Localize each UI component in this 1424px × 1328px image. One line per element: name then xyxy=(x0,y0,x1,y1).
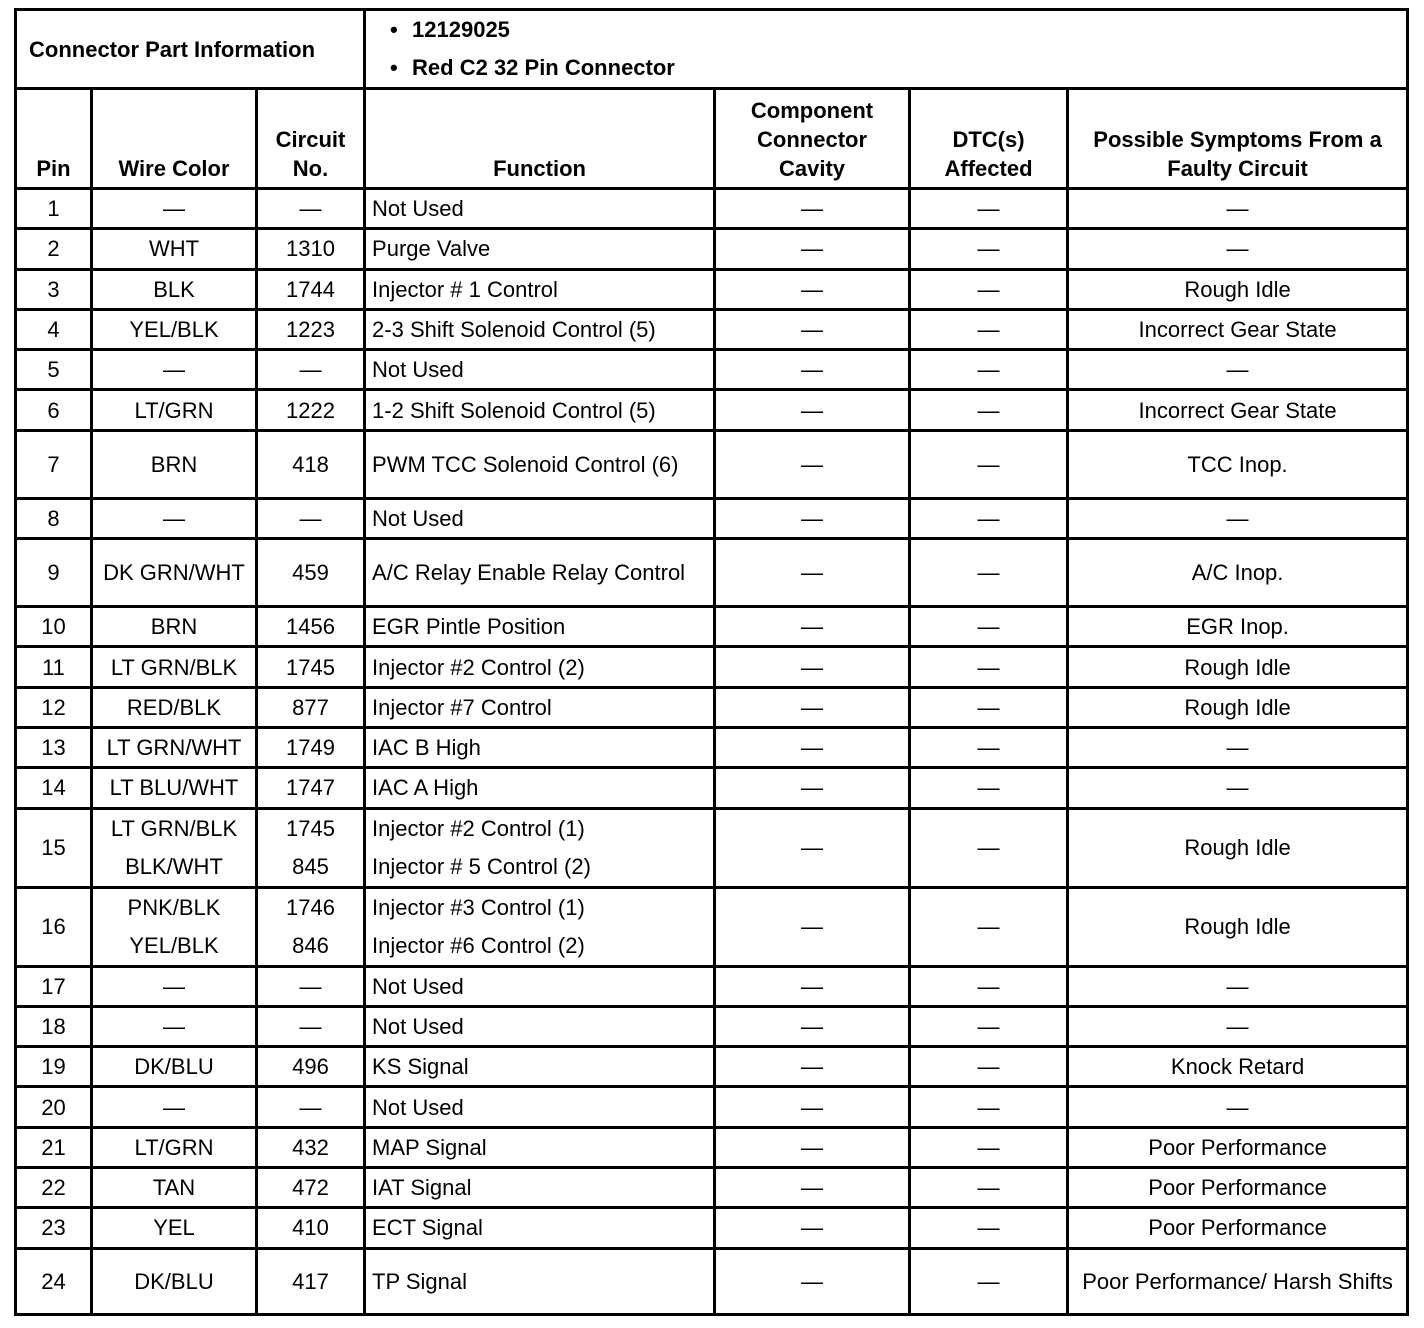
function-cell xyxy=(365,390,715,430)
wire-color-cell-line: TAN xyxy=(152,1175,196,1201)
cavity-cell: — xyxy=(715,390,910,430)
wire-color-cell-line: BRN xyxy=(150,614,198,640)
circuit-cell xyxy=(257,1006,365,1046)
table-row xyxy=(16,309,1408,349)
table-row xyxy=(16,607,1408,647)
wire-color-cell xyxy=(92,1168,257,1208)
table-row xyxy=(16,808,1408,887)
dtc-cell: — xyxy=(910,687,1068,727)
wire-color-cell xyxy=(92,768,257,808)
symptom-cell: — xyxy=(1068,727,1408,767)
connector-table xyxy=(14,8,1409,1316)
wire-color-cell-line: YEL/BLK xyxy=(129,317,219,343)
wire-color-cell-line: BRN xyxy=(150,451,198,477)
connector-info-row xyxy=(16,10,1408,89)
cavity-cell: — xyxy=(715,607,910,647)
wire-color-cell-line: — xyxy=(163,505,185,531)
dtc-cell: — xyxy=(910,1248,1068,1314)
function-cell-line: Injector #2 Control (2) xyxy=(372,654,585,680)
function-cell-line: IAC A High xyxy=(372,775,479,801)
cavity-cell: — xyxy=(715,808,910,887)
wire-color-cell xyxy=(92,1127,257,1167)
circuit-cell xyxy=(257,1087,365,1127)
symptom-cell: Incorrect Gear State xyxy=(1068,390,1408,430)
circuit-cell xyxy=(257,539,365,607)
function-cell xyxy=(365,687,715,727)
pin-cell: 20 xyxy=(16,1087,92,1127)
pin-cell: 16 xyxy=(16,887,92,966)
wire-color-cell xyxy=(92,1006,257,1046)
table-row xyxy=(16,1006,1408,1046)
wire-color-cell xyxy=(92,966,257,1006)
symptom-cell: Rough Idle xyxy=(1068,687,1408,727)
function-cell xyxy=(365,430,715,498)
wire-color-cell-line: WHT xyxy=(148,236,200,262)
wire-color-cell-line: LT BLU/WHT xyxy=(109,775,239,801)
circuit-cell-line: — xyxy=(299,973,322,999)
pin-cell: 22 xyxy=(16,1168,92,1208)
pin-cell: 4 xyxy=(16,309,92,349)
table-row xyxy=(16,1208,1408,1248)
symptom-cell: Poor Performance/ Harsh Shifts xyxy=(1068,1248,1408,1314)
cavity-cell: — xyxy=(715,189,910,229)
circuit-cell xyxy=(257,269,365,309)
circuit-cell-line: 432 xyxy=(292,1134,329,1160)
cavity-cell: — xyxy=(715,269,910,309)
table-body xyxy=(16,189,1408,1315)
cavity-cell: — xyxy=(715,1168,910,1208)
dtc-cell: — xyxy=(910,229,1068,269)
header-wire-color: Wire Color xyxy=(92,89,257,189)
function-cell xyxy=(365,539,715,607)
function-cell-line: Injector #3 Control (1) xyxy=(372,894,585,920)
wire-color-cell xyxy=(92,390,257,430)
pin-cell: 10 xyxy=(16,607,92,647)
table-row xyxy=(16,1087,1408,1127)
circuit-cell-line: 417 xyxy=(292,1268,329,1294)
wire-color-cell xyxy=(92,269,257,309)
pin-cell: 7 xyxy=(16,430,92,498)
cavity-cell: — xyxy=(715,430,910,498)
dtc-cell: — xyxy=(910,430,1068,498)
pin-cell: 18 xyxy=(16,1006,92,1046)
wire-color-cell-line: LT GRN/BLK xyxy=(110,654,238,680)
wire-color-cell xyxy=(92,350,257,390)
wire-color-cell-line: — xyxy=(163,1094,185,1120)
table-row xyxy=(16,498,1408,538)
function-cell-line: Not Used xyxy=(372,1014,464,1039)
wire-color-cell xyxy=(92,687,257,727)
wire-color-cell xyxy=(92,189,257,229)
wire-color-cell-line: LT/GRN xyxy=(134,1134,214,1160)
function-cell-line: Injector # 5 Control (2) xyxy=(372,853,591,879)
pin-cell: 9 xyxy=(16,539,92,607)
wire-color-cell-line: — xyxy=(163,1014,185,1039)
wire-color-cell xyxy=(92,1208,257,1248)
cavity-cell: — xyxy=(715,539,910,607)
wire-color-cell-line: LT GRN/WHT xyxy=(106,735,242,761)
cavity-cell: — xyxy=(715,229,910,269)
circuit-cell-line: 1746 xyxy=(286,894,335,920)
wire-color-cell xyxy=(92,498,257,538)
function-cell xyxy=(365,1248,715,1314)
dtc-cell: — xyxy=(910,350,1068,390)
circuit-cell-line: 1310 xyxy=(286,236,335,262)
symptom-cell: Poor Performance xyxy=(1068,1127,1408,1167)
circuit-cell xyxy=(257,966,365,1006)
function-cell-line: KS Signal xyxy=(372,1054,469,1080)
dtc-cell: — xyxy=(910,539,1068,607)
table-row xyxy=(16,189,1408,229)
symptom-cell: Knock Retard xyxy=(1068,1047,1408,1087)
circuit-cell xyxy=(257,1047,365,1087)
function-cell xyxy=(365,808,715,887)
symptom-cell: A/C Inop. xyxy=(1068,539,1408,607)
function-cell-line: 2-3 Shift Solenoid Control (5) xyxy=(372,317,656,343)
circuit-cell xyxy=(257,1168,365,1208)
wire-color-cell-line: DK GRN/WHT xyxy=(103,560,245,586)
function-cell-line: TP Signal xyxy=(372,1268,468,1294)
function-cell xyxy=(365,309,715,349)
circuit-cell xyxy=(257,727,365,767)
table-row xyxy=(16,269,1408,309)
function-cell-line: Not Used xyxy=(372,505,464,531)
connector-description: • Red C2 32 Pin Connector xyxy=(412,49,1400,87)
table-row xyxy=(16,350,1408,390)
dtc-cell: — xyxy=(910,1208,1068,1248)
circuit-cell xyxy=(257,887,365,966)
function-cell xyxy=(365,768,715,808)
table-row xyxy=(16,768,1408,808)
dtc-cell: — xyxy=(910,727,1068,767)
circuit-cell xyxy=(257,229,365,269)
connector-info-list xyxy=(372,11,1400,87)
wire-color-cell xyxy=(92,539,257,607)
cavity-cell: — xyxy=(715,687,910,727)
circuit-cell-line: — xyxy=(299,1014,322,1039)
function-cell xyxy=(365,966,715,1006)
pin-cell: 8 xyxy=(16,498,92,538)
function-cell-line: Injector # 1 Control xyxy=(372,276,558,302)
dtc-cell: — xyxy=(910,1127,1068,1167)
function-cell xyxy=(365,647,715,687)
circuit-cell-line: 845 xyxy=(292,853,329,879)
symptom-cell: — xyxy=(1068,1006,1408,1046)
cavity-cell: — xyxy=(715,1127,910,1167)
cavity-cell: — xyxy=(715,1248,910,1314)
header-pin: Pin xyxy=(16,89,92,189)
wire-color-cell xyxy=(92,1087,257,1127)
wire-color-cell-line: DK/BLU xyxy=(134,1268,214,1294)
dtc-cell: — xyxy=(910,189,1068,229)
pin-cell: 11 xyxy=(16,647,92,687)
wire-color-cell-line: LT/GRN xyxy=(134,397,214,423)
function-cell-line: A/C Relay Enable Relay Control xyxy=(372,560,686,586)
circuit-cell-line: — xyxy=(299,357,322,383)
circuit-cell-line: — xyxy=(299,196,322,222)
pin-cell: 19 xyxy=(16,1047,92,1087)
function-cell xyxy=(365,1168,715,1208)
circuit-cell-line: — xyxy=(299,505,322,531)
pin-cell: 24 xyxy=(16,1248,92,1314)
pin-cell: 13 xyxy=(16,727,92,767)
wire-color-cell xyxy=(92,430,257,498)
wire-color-cell xyxy=(92,887,257,966)
dtc-cell: — xyxy=(910,966,1068,1006)
wire-color-cell-line: — xyxy=(163,973,185,999)
circuit-cell-line: 410 xyxy=(292,1215,329,1241)
wire-color-cell xyxy=(92,808,257,887)
table-row xyxy=(16,887,1408,966)
table-row xyxy=(16,727,1408,767)
function-cell-line: Not Used xyxy=(372,357,464,383)
dtc-cell: — xyxy=(910,1168,1068,1208)
wire-color-cell xyxy=(92,647,257,687)
cavity-cell: — xyxy=(715,966,910,1006)
dtc-cell: — xyxy=(910,269,1068,309)
cavity-cell: — xyxy=(715,647,910,687)
pin-cell: 23 xyxy=(16,1208,92,1248)
symptom-cell: Rough Idle xyxy=(1068,808,1408,887)
dtc-cell: — xyxy=(910,887,1068,966)
function-cell xyxy=(365,1127,715,1167)
wire-color-cell xyxy=(92,229,257,269)
symptom-cell: — xyxy=(1068,1087,1408,1127)
dtc-cell: — xyxy=(910,607,1068,647)
wire-color-cell-line: — xyxy=(163,357,185,383)
wire-color-cell-line: LT GRN/BLK xyxy=(110,815,238,841)
dtc-cell: — xyxy=(910,647,1068,687)
dtc-cell: — xyxy=(910,498,1068,538)
dtc-cell: — xyxy=(910,390,1068,430)
pin-cell: 17 xyxy=(16,966,92,1006)
wire-color-cell-line: BLK/WHT xyxy=(125,853,223,879)
cavity-cell: — xyxy=(715,768,910,808)
symptom-cell: — xyxy=(1068,229,1408,269)
function-cell-line: Not Used xyxy=(372,973,464,999)
circuit-cell-line: 1223 xyxy=(286,317,335,343)
pin-cell: 5 xyxy=(16,350,92,390)
header-function: Function xyxy=(365,89,715,189)
cavity-cell: — xyxy=(715,1047,910,1087)
dtc-cell: — xyxy=(910,808,1068,887)
circuit-cell xyxy=(257,350,365,390)
circuit-cell-line: 418 xyxy=(292,451,329,477)
wire-color-cell-line: BLK xyxy=(153,276,195,302)
circuit-cell xyxy=(257,647,365,687)
circuit-cell-line: — xyxy=(299,1094,322,1120)
cavity-cell: — xyxy=(715,887,910,966)
cavity-cell: — xyxy=(715,498,910,538)
function-cell xyxy=(365,498,715,538)
circuit-cell xyxy=(257,1248,365,1314)
function-cell xyxy=(365,229,715,269)
pin-cell: 14 xyxy=(16,768,92,808)
wire-color-cell-line: PNK/BLK xyxy=(127,894,221,920)
circuit-cell-line: 1456 xyxy=(286,614,335,640)
circuit-cell xyxy=(257,498,365,538)
circuit-cell-line: 1745 xyxy=(286,654,335,680)
wire-color-cell-line: RED/BLK xyxy=(126,694,222,720)
circuit-cell xyxy=(257,390,365,430)
dtc-cell: — xyxy=(910,768,1068,808)
wire-color-cell xyxy=(92,309,257,349)
circuit-cell-line: 472 xyxy=(292,1175,329,1201)
header-dtc: DTC(s) Affected xyxy=(910,89,1068,189)
pin-cell: 6 xyxy=(16,390,92,430)
cavity-cell: — xyxy=(715,1006,910,1046)
circuit-cell xyxy=(257,607,365,647)
dtc-cell: — xyxy=(910,309,1068,349)
function-cell xyxy=(365,1047,715,1087)
symptom-cell: Rough Idle xyxy=(1068,269,1408,309)
circuit-cell-line: 1222 xyxy=(286,397,335,423)
circuit-cell xyxy=(257,430,365,498)
wire-color-cell-line: — xyxy=(163,196,185,222)
symptom-cell: — xyxy=(1068,189,1408,229)
pin-cell: 15 xyxy=(16,808,92,887)
table-row xyxy=(16,229,1408,269)
wire-color-cell-line: DK/BLU xyxy=(134,1054,214,1080)
circuit-cell-line: 1744 xyxy=(286,276,335,302)
dtc-cell: — xyxy=(910,1047,1068,1087)
symptom-cell: — xyxy=(1068,498,1408,538)
function-cell-line: IAT Signal xyxy=(372,1175,472,1201)
circuit-cell-line: 877 xyxy=(292,694,329,720)
circuit-cell-line: 1747 xyxy=(286,775,335,801)
symptom-cell: Rough Idle xyxy=(1068,887,1408,966)
pin-cell: 1 xyxy=(16,189,92,229)
table-row xyxy=(16,647,1408,687)
cavity-cell: — xyxy=(715,309,910,349)
dtc-cell: — xyxy=(910,1006,1068,1046)
function-cell xyxy=(365,607,715,647)
table-row xyxy=(16,1168,1408,1208)
column-header-row xyxy=(16,89,1408,189)
table-row xyxy=(16,430,1408,498)
cavity-cell: — xyxy=(715,727,910,767)
symptom-cell: EGR Inop. xyxy=(1068,607,1408,647)
symptom-cell: — xyxy=(1068,350,1408,390)
symptom-cell: — xyxy=(1068,966,1408,1006)
function-cell-line: Injector #6 Control (2) xyxy=(372,932,585,958)
table-row xyxy=(16,1127,1408,1167)
table-row xyxy=(16,1248,1408,1314)
circuit-cell xyxy=(257,1208,365,1248)
connector-part-number: • 12129025 xyxy=(412,11,1400,49)
header-cavity: Component Connector Cavity xyxy=(715,89,910,189)
function-cell xyxy=(365,1006,715,1046)
function-cell xyxy=(365,189,715,229)
function-cell-line: Not Used xyxy=(372,1094,464,1120)
wire-color-cell-line: YEL xyxy=(153,1215,195,1241)
symptom-cell: TCC Inop. xyxy=(1068,430,1408,498)
function-cell xyxy=(365,887,715,966)
dtc-cell: — xyxy=(910,1087,1068,1127)
circuit-cell-line: 496 xyxy=(292,1054,329,1080)
function-cell-line: IAC B High xyxy=(372,735,481,761)
function-cell-line: Purge Valve xyxy=(372,236,491,262)
circuit-cell-line: 459 xyxy=(292,560,329,586)
function-cell-line: Injector #2 Control (1) xyxy=(372,815,585,841)
function-cell xyxy=(365,1208,715,1248)
connector-info-label: Connector Part Information xyxy=(16,10,365,89)
function-cell xyxy=(365,350,715,390)
table-row xyxy=(16,966,1408,1006)
symptom-cell: Poor Performance xyxy=(1068,1168,1408,1208)
table-row xyxy=(16,1047,1408,1087)
circuit-cell xyxy=(257,808,365,887)
symptom-cell: Rough Idle xyxy=(1068,647,1408,687)
function-cell xyxy=(365,727,715,767)
wire-color-cell xyxy=(92,1047,257,1087)
cavity-cell: — xyxy=(715,1087,910,1127)
connector-table-sheet xyxy=(14,8,1406,1316)
circuit-cell-line: 1749 xyxy=(286,735,335,761)
function-cell-line: Not Used xyxy=(372,196,464,222)
cavity-cell: — xyxy=(715,350,910,390)
pin-cell: 21 xyxy=(16,1127,92,1167)
header-circuit-no: Circuit No. xyxy=(257,89,365,189)
wire-color-cell-line: YEL/BLK xyxy=(129,932,219,958)
circuit-cell xyxy=(257,1127,365,1167)
wire-color-cell xyxy=(92,607,257,647)
table-row xyxy=(16,390,1408,430)
function-cell xyxy=(365,269,715,309)
symptom-cell: Incorrect Gear State xyxy=(1068,309,1408,349)
wire-color-cell xyxy=(92,727,257,767)
circuit-cell xyxy=(257,768,365,808)
function-cell xyxy=(365,1087,715,1127)
function-cell-line: MAP Signal xyxy=(372,1134,487,1160)
cavity-cell: — xyxy=(715,1208,910,1248)
header-symptoms: Possible Symptoms From a Faulty Circuit xyxy=(1068,89,1408,189)
table-row xyxy=(16,539,1408,607)
table-row xyxy=(16,687,1408,727)
circuit-cell xyxy=(257,309,365,349)
wire-color-cell xyxy=(92,1248,257,1314)
function-cell-line: Injector #7 Control xyxy=(372,694,552,720)
pin-cell: 3 xyxy=(16,269,92,309)
circuit-cell xyxy=(257,189,365,229)
connector-info-cell xyxy=(365,10,1408,89)
symptom-cell: Poor Performance xyxy=(1068,1208,1408,1248)
pin-cell: 2 xyxy=(16,229,92,269)
circuit-cell-line: 846 xyxy=(292,932,329,958)
circuit-cell-line: 1745 xyxy=(286,815,335,841)
function-cell-line: ECT Signal xyxy=(372,1215,483,1241)
symptom-cell: — xyxy=(1068,768,1408,808)
pin-cell: 12 xyxy=(16,687,92,727)
function-cell-line: EGR Pintle Position xyxy=(372,614,566,640)
function-cell-line: 1-2 Shift Solenoid Control (5) xyxy=(372,397,656,423)
function-cell-line: PWM TCC Solenoid Control (6) xyxy=(372,451,679,477)
circuit-cell xyxy=(257,687,365,727)
